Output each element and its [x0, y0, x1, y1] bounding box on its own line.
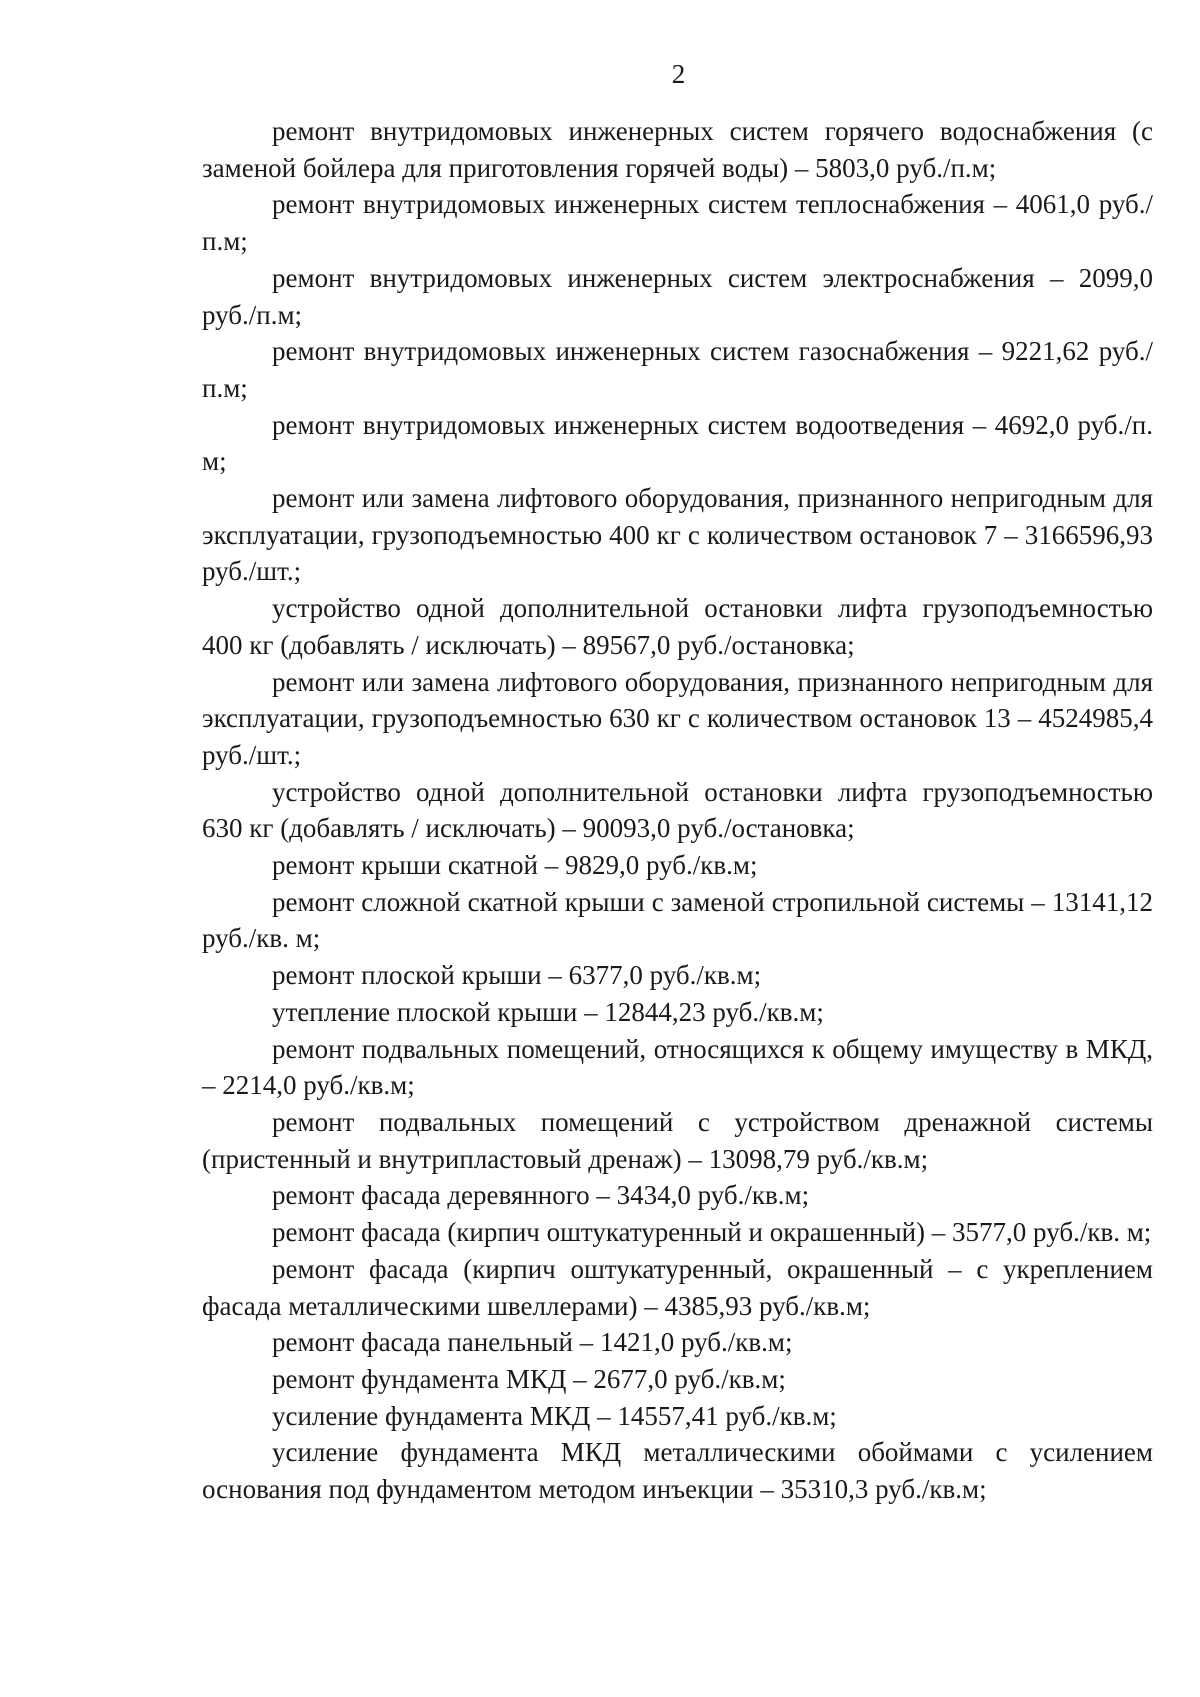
list-item: ремонт внутридомовых инженерных систем теплоснабжения – 4061,0 руб./п.м;: [202, 189, 1153, 257]
list-item: ремонт фундамента МКД – 2677,0 руб./кв.м;: [272, 1363, 786, 1394]
list-item: ремонт фасада (кирпич оштукатуренный и окрашенный) – 3577,0 руб./кв. м;: [272, 1217, 1152, 1248]
list-item: ремонт фасада (кирпич оштукатуренный, окрашенный – с укреплением фасада металлическими швеллерами) – 4385,93 руб./кв.м;: [202, 1253, 1153, 1321]
list-item: утепление плоской крыши – 12844,23 руб./кв.м;: [272, 996, 824, 1027]
list-item: усиление фундамента МКД – 14557,41 руб./кв.м;: [272, 1400, 837, 1431]
list-item: ремонт сложной скатной крыши с заменой стропильной системы – 13141,12 руб./кв. м;: [202, 886, 1153, 954]
list-item: ремонт внутридомовых инженерных систем горячего водоснабжения (с заменой бойлера для приготовления горячей воды) – 5803,0 руб./п.м;: [202, 116, 1153, 183]
list-item: ремонт подвальных помещений, относящихся к общему имуществу в МКД, – 2214,0 руб./кв.м;: [202, 1033, 1153, 1101]
list-item: усиление фундамента МКД металлическими обоймами с усилением основания под фундаментом методом инъекции – 35310,3 руб./кв.м;: [202, 1437, 1153, 1505]
list-item: ремонт или замена лифтового оборудования, признанного непригодным для эксплуатации, грузоподъемностью 400 кг с количеством остановок 7 – 3166596,93 руб./шт.;: [202, 483, 1153, 587]
list-item: ремонт внутридомовых инженерных систем газоснабжения – 9221,62 руб./п.м;: [202, 336, 1153, 403]
page-number: 2: [671, 59, 686, 89]
list-item: ремонт подвальных помещений с устройством дренажной системы (пристенный и внутрипластовый дренаж) – 13098,79 руб./кв.м;: [202, 1106, 1153, 1174]
list-item: устройство одной дополнительной остановки лифта грузоподъемностью 400 кг (добавлять / исключать) – 89567,0 руб./остановка;: [202, 593, 1153, 660]
list-item: ремонт или замена лифтового оборудования, признанного непригодным для эксплуатации, грузоподъемностью 630 кг с количеством остановок 13 – 4524985,4 руб./шт.;: [202, 666, 1153, 770]
document-body: [202, 113, 1153, 1508]
list-item: устройство одной дополнительной остановки лифта грузоподъемностью 630 кг (добавлять / исключать) – 90093,0 руб./остановка;: [202, 776, 1153, 844]
list-item: ремонт крыши скатной – 9829,0 руб./кв.м;: [272, 850, 758, 881]
list-item: ремонт фасада деревянного – 3434,0 руб./кв.м;: [272, 1180, 810, 1211]
list-item: ремонт плоской крыши – 6377,0 руб./кв.м;: [272, 960, 762, 991]
list-item: ремонт внутридомовых инженерных систем электроснабжения – 2099,0 руб./п.м;: [202, 262, 1153, 330]
list-item: ремонт фасада панельный – 1421,0 руб./кв.м;: [272, 1327, 793, 1358]
list-item: ремонт внутридомовых инженерных систем водоотведения – 4692,0 руб./п. м;: [202, 409, 1153, 477]
